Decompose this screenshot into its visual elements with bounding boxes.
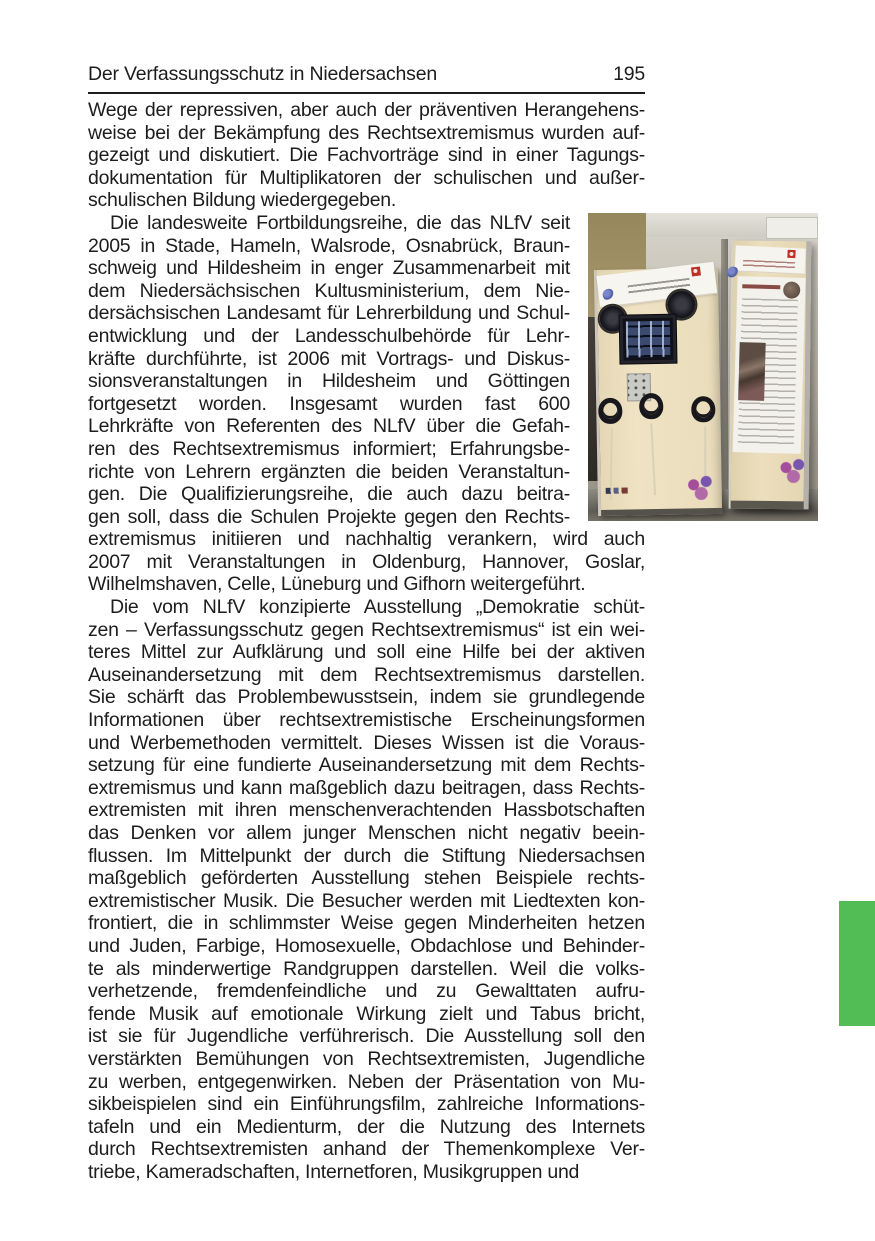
- page-number: 195: [613, 63, 645, 85]
- niedersachsen-logo-icon: [691, 266, 701, 276]
- headphones-icon: [691, 396, 715, 422]
- text-line: fortgesetzt worden. Insgesamt wurden fast 600: [88, 392, 570, 415]
- headphone-cable: [650, 423, 656, 495]
- text-line: triebe, Kameradschaften, Internetforen, Musikgruppen und: [88, 1160, 580, 1183]
- text-line: das Denken vor allem junger Menschen nicht negativ beein-: [88, 822, 645, 844]
- text-line: zu werben, entgegenwirken. Neben der Präsentation von Mu-: [88, 1070, 645, 1093]
- headphones-icon: [639, 393, 663, 419]
- text-column: [88, 63, 645, 1184]
- text-line: richte von Lehrern ergänzten die beiden Veranstaltun-: [88, 460, 570, 483]
- text-line: ist sie für Jugendliche verführerisch. Die Ausstellung soll den: [88, 1025, 645, 1048]
- figures-graphic-icon: [684, 474, 714, 501]
- flower-graphic-icon: [602, 288, 615, 301]
- text-line: verstärkten Bemühungen von Rechtsextremisten, Jugendliche: [88, 1047, 645, 1070]
- media-tower-panel: [594, 268, 722, 516]
- text-line: extremismus initiieren und nachhaltig verankern, wird auch: [88, 528, 645, 551]
- text-line: dem Niedersächsischen Kultusministerium, dem Nie-: [88, 279, 570, 302]
- panel-base: [731, 501, 804, 510]
- text-line: dokumentation für Multiplikatoren der schulischen und außer-: [88, 166, 645, 189]
- text-line: sionsveranstaltungen in Hildesheim und Göttingen: [88, 370, 570, 393]
- text-line: setzung für eine fundierte Auseinandersetzung mit dem Rechts-: [88, 754, 645, 777]
- text-line: weise bei der Bekämpfung des Rechtsextremismus wurden auf-: [88, 121, 645, 144]
- text-line: schweig und Hildesheim in enger Zusammenarbeit mit: [88, 257, 570, 280]
- headphones-icon: [598, 398, 622, 424]
- text-line: 2005 in Stade, Hameln, Walsrode, Osnabrück, Braun-: [88, 234, 570, 257]
- text-line: Die vom NLfV konzipierte Ausstellung „Demokratie schüt-: [110, 596, 645, 619]
- text-line: gen soll, dass die Schulen Projekte gegen den Rechts-: [88, 505, 570, 528]
- text-line: Auseinandersetzung mit dem Rechtsextremismus darstellen.: [88, 663, 645, 686]
- panel-text-area: [733, 276, 806, 454]
- text-line: maßgeblich geförderten Ausstellung stehen Beispiele rechts-: [88, 867, 645, 890]
- text-line: teres Mittel zur Aufklärung und soll eine Hilfe bei der aktiven: [88, 641, 645, 664]
- text-line: extremisten mit ihren menschenverachtenden Hassbotschaften: [88, 799, 645, 822]
- running-header: [88, 63, 645, 94]
- text-line: dersächsischen Landesamt für Lehrerbildung und Schul-: [88, 302, 570, 325]
- niedersachsen-logo-icon: [787, 250, 795, 258]
- text-line: Lehrkräfte von Referenten des NLfV über die Gefah-: [88, 415, 570, 438]
- text-line: schulischen Bildung wiedergegeben.: [88, 189, 397, 212]
- text-line: gezeigt und diskutiert. Die Fachvorträge sind in einer Tagungs-: [88, 144, 645, 167]
- panel-frame-pole: [721, 239, 728, 507]
- text-line: verhetzende, fremdenfeindliche und zu Gewalttaten aufru-: [88, 980, 645, 1003]
- info-panel: [729, 241, 812, 510]
- text-line: durch Rechtsextremisten anhand der Themenkomplexe Ver-: [88, 1138, 645, 1161]
- exhibition-panels-photo: [588, 213, 818, 521]
- text-line: 2007 mit Veranstaltungen in Oldenburg, Hannover, Goslar,: [88, 550, 645, 573]
- text-line: sikbeispielen sind ein Einführungsfilm, zahlreiche Informations-: [88, 1093, 645, 1116]
- text-line: und Werbemethoden vermittelt. Dieses Wissen ist die Voraus-: [88, 731, 645, 754]
- text-line: extremismus und kann maßgeblich dazu beitragen, dass Rechts-: [88, 776, 645, 799]
- text-line: und Juden, Farbige, Homosexuelle, Obdachlose und Behinder-: [88, 934, 645, 957]
- text-line: entwicklung und der Landesschulbehörde für Lehr-: [88, 324, 570, 347]
- text-line: ren des Rechtsextremismus informiert; Erfahrungsbe-: [88, 437, 570, 460]
- body-text: [88, 99, 645, 1184]
- article-photo: [738, 342, 766, 401]
- text-line: zen – Verfassungsschutz gegen Rechtsextremismus“ ist ein wei-: [88, 618, 645, 641]
- sponsor-logos-strip: [606, 488, 628, 494]
- text-line: te als minderwertige Randgruppen darstellen. Weil die volks-: [88, 957, 645, 980]
- chapter-title: Der Verfassungsschutz in Niedersachsen: [88, 63, 437, 85]
- text-line: Informationen über rechtsextremistische Erscheinungsformen: [88, 709, 645, 732]
- panel-header-band: [735, 245, 806, 274]
- text-line: gen. Die Qualifizierungsreihe, die auch dazu beitra-: [88, 483, 570, 506]
- media-screen: [620, 315, 677, 364]
- text-line: Sie schärft das Problembewusstsein, indem sie grundlegende: [88, 686, 645, 709]
- text-line: Wege der repressiven, aber auch der präventiven Herangehens-: [88, 99, 645, 121]
- figures-graphic-icon: [777, 457, 807, 483]
- text-line: kräfte durchführte, ist 2006 mit Vortrags- und Diskus-: [88, 347, 570, 370]
- text-line: extremistischer Musik. Die Besucher werden mit Liedtexten kon-: [88, 889, 645, 912]
- text-line: Die landesweite Fortbildungsreihe, die das NLfV seit: [110, 211, 570, 234]
- ceiling-lamp: [766, 217, 818, 239]
- chapter-edge-tab: [839, 901, 875, 1026]
- text-line: frontiert, die in schlimmster Weise gegen Minderheiten hetzen: [88, 912, 645, 935]
- text-line: fende Musik auf emotionale Wirkung zielt und Tabus bricht,: [88, 1002, 645, 1025]
- round-photo: [783, 281, 800, 298]
- text-line: flussen. Im Mittelpunkt der durch die Stiftung Niedersachsen: [88, 844, 645, 867]
- text-line: Wilhelmshaven, Celle, Lüneburg und Gifhorn weitergeführt.: [88, 573, 586, 596]
- text-line: tafeln und ein Medienturm, der die Nutzung des Internets: [88, 1115, 645, 1138]
